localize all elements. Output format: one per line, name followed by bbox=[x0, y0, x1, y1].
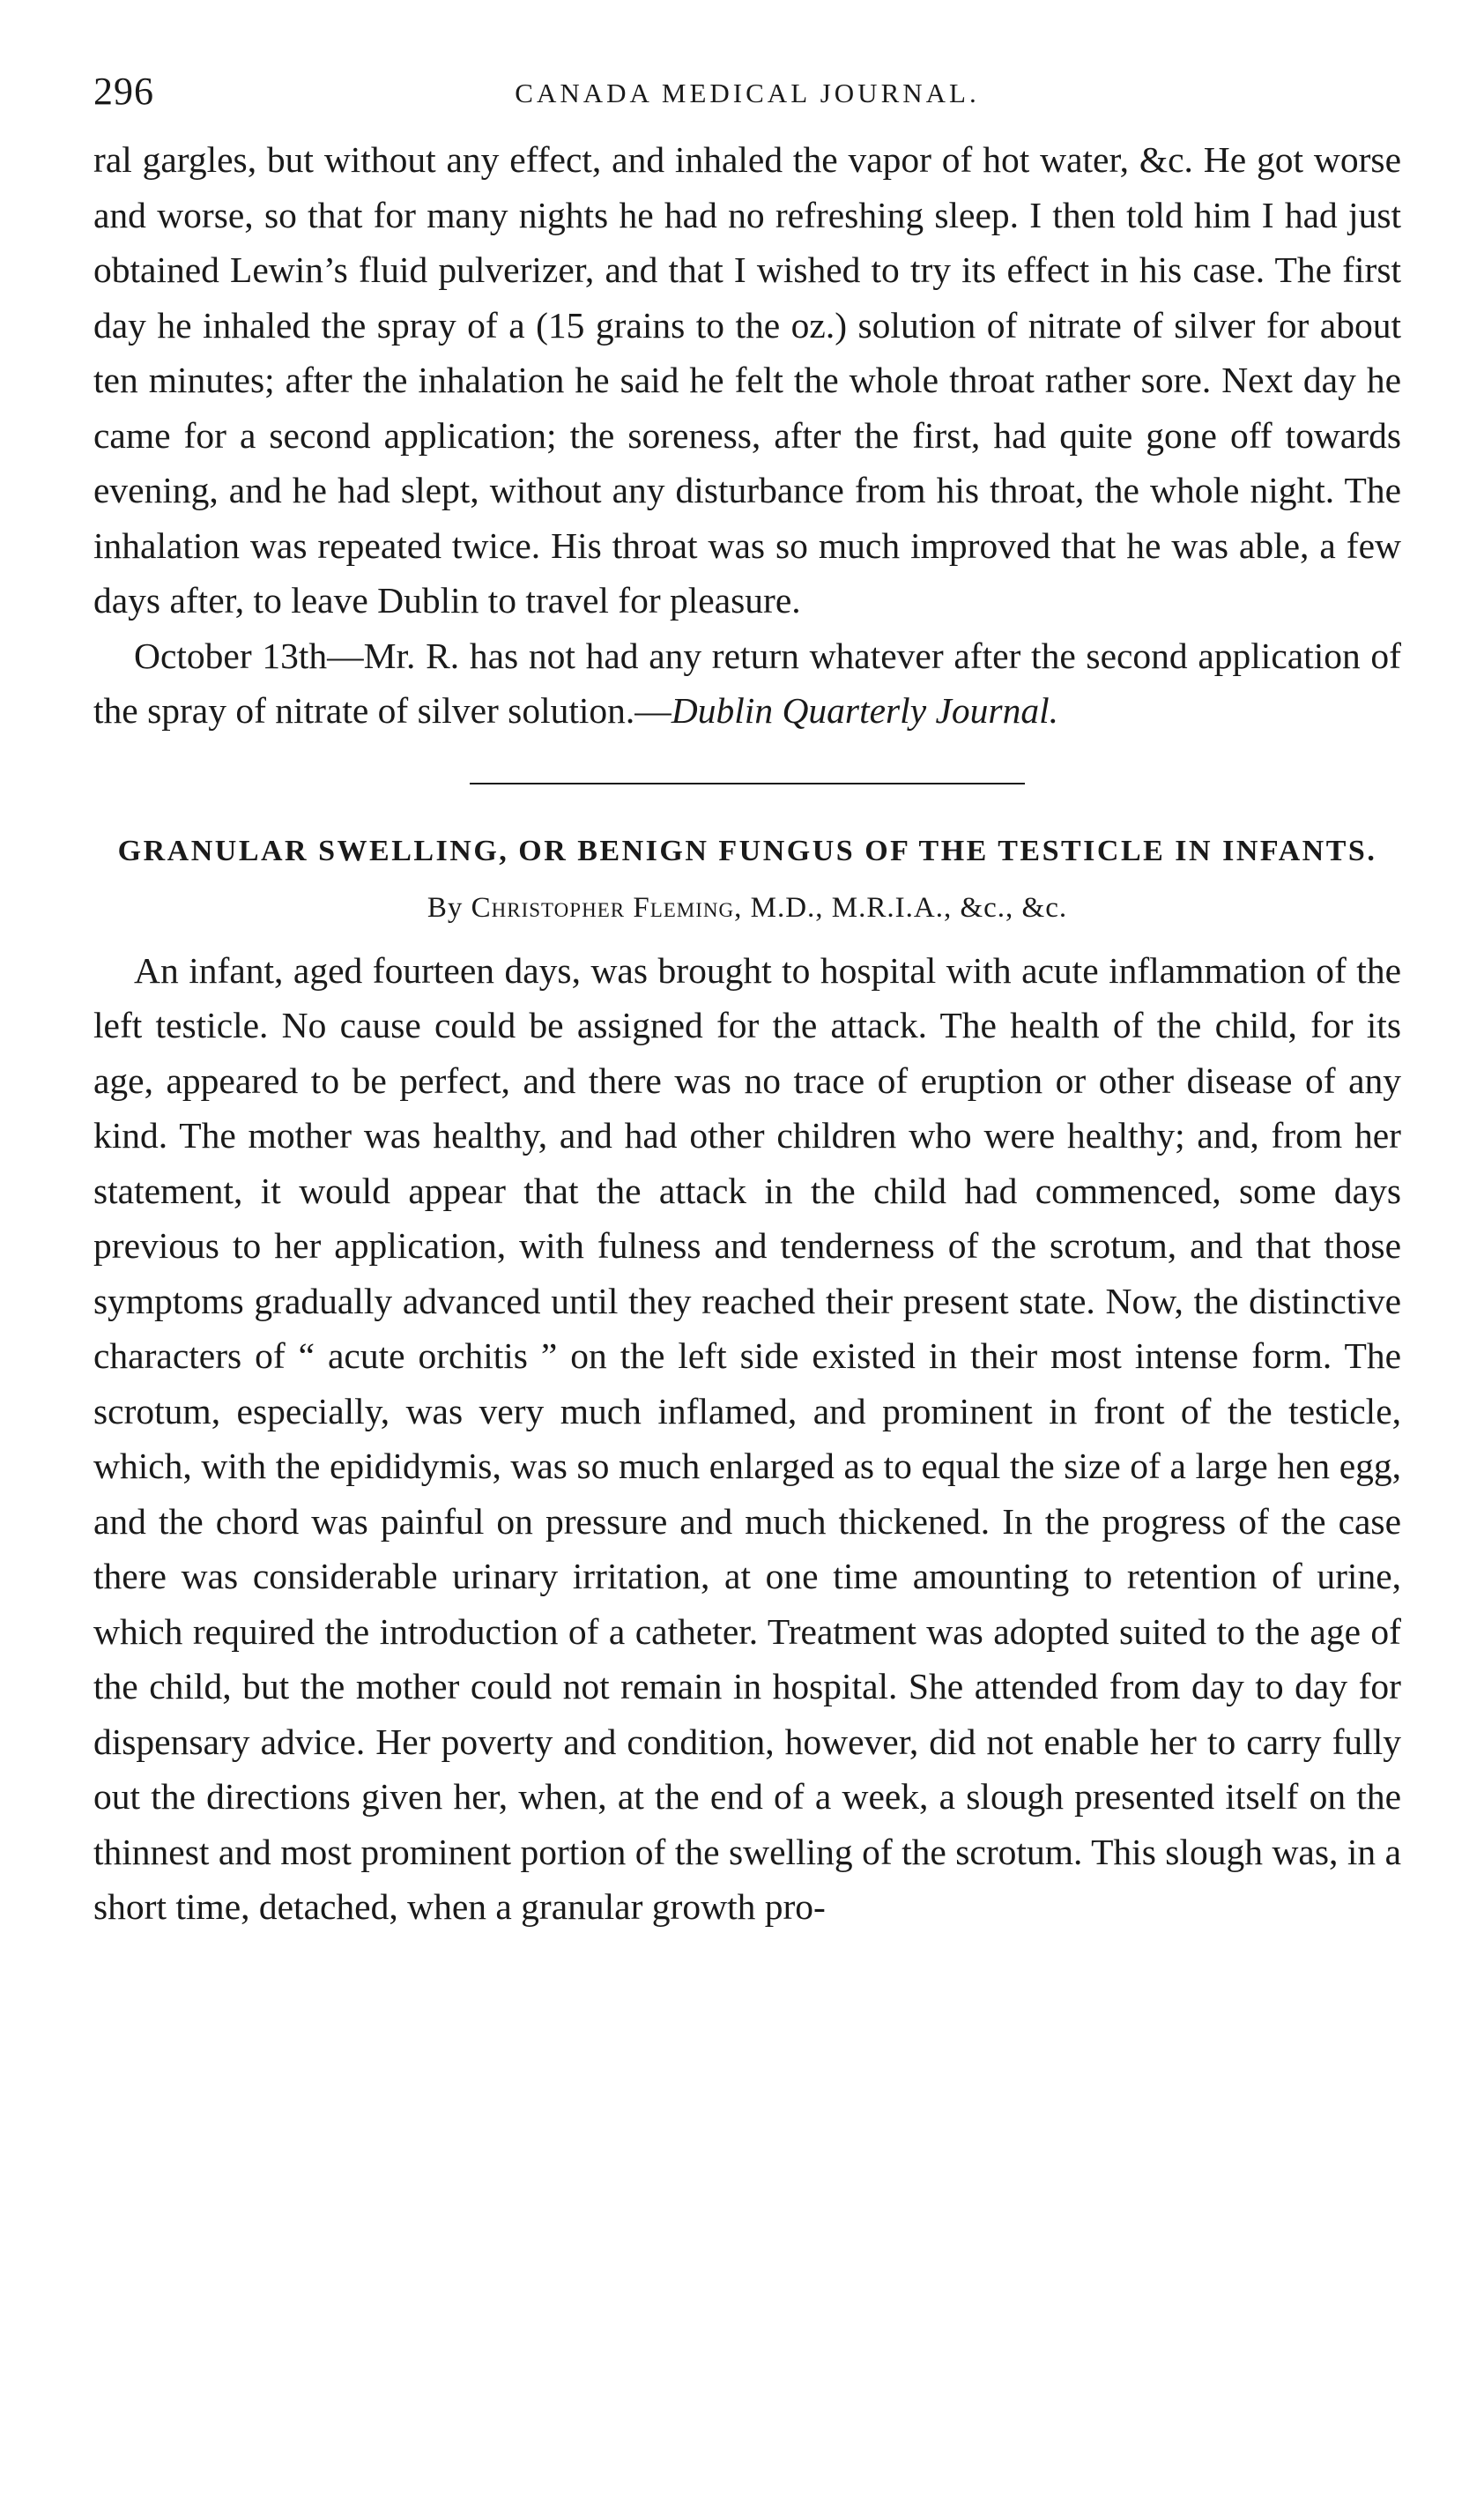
postscript-paragraph bbox=[93, 628, 1401, 739]
article-body: An infant, aged fourteen days, was brought to hospital with acute inflammation of the left testicle. No cause could be assigned for the attack. The health of the child, for its age, appeared to be perfect, and there was no trace of eruption or other disease of any kind. The mother was healthy, and had other children who were healthy; and, from her statement, it would appear that the attack in the child had commenced, some days previous to her application, with fulness and tenderness of the scrotum, and that those symptoms gradually advanced until they reached their present state. Now, the distinctive characters of “ acute orchitis ” on the left side existed in their most intense form. The scrotum, especially, was very much inflamed, and prominent in front of the testicle, which, with the epididymis, was so much enlarged as to equal the size of a large hen egg, and the chord was painful on pressure and much thickened. In the progress of the case there was considerable urinary irritation, at one time amounting to retention of urine, which required the introduction of a catheter. Treatment was adopted suited to the age of the child, but the mother could not remain in hospital. She attended from day to day for dispensary advice. Her poverty and condition, however, did not enable her to carry fully out the directions given her, when, at the end of a week, a slough presented itself on the thinnest and most prominent portion of the swelling of the scrotum. This slough was, in a short time, detached, when a granular growth pro- bbox=[93, 949, 1401, 1927]
source-citation: Dublin Quarterly Journal. bbox=[671, 690, 1058, 731]
postscript-text: October 13th—Mr. R. has not had any return whatever after the second application of the spray of nitrate of silver solution.— bbox=[93, 635, 1401, 731]
section-divider bbox=[470, 783, 1025, 784]
author-name: Christopher Fleming bbox=[471, 891, 735, 924]
running-head bbox=[93, 69, 1401, 130]
journal-title: CANADA MEDICAL JOURNAL. bbox=[515, 78, 980, 108]
byline-prefix: By bbox=[427, 891, 464, 924]
byline bbox=[93, 885, 1401, 931]
article-title: GRANULAR SWELLING, OR BENIGN FUNGUS OF THE TESTICLE IN INFANTS. bbox=[117, 834, 1377, 867]
continued-paragraph: ral gargles, but without any effect, and inhaled the vapor of hot water, &c. He got worse and worse, so that for many nights he had no refreshing sleep. I then told him I had just obtained Lewin’s fluid pulverizer, and that I wished to try its effect in his case. The first day he inhaled the spray of a (15 grains to the oz.) solution of nitrate of silver for about ten minutes; after the inhalation he said he felt the whole throat rather sore. Next day he came for a second application; the soreness, after the first, had quite gone off towards evening, and he had slept, without any disturbance from his throat, the whole night. The inhalation was repeated twice. His throat was so much improved that he was able, a few days after, to leave Dublin to travel for pleasure. bbox=[93, 139, 1401, 621]
author-credentials: , M.D., M.R.I.A., &c., &c. bbox=[734, 891, 1068, 924]
page-number: 296 bbox=[93, 70, 154, 113]
